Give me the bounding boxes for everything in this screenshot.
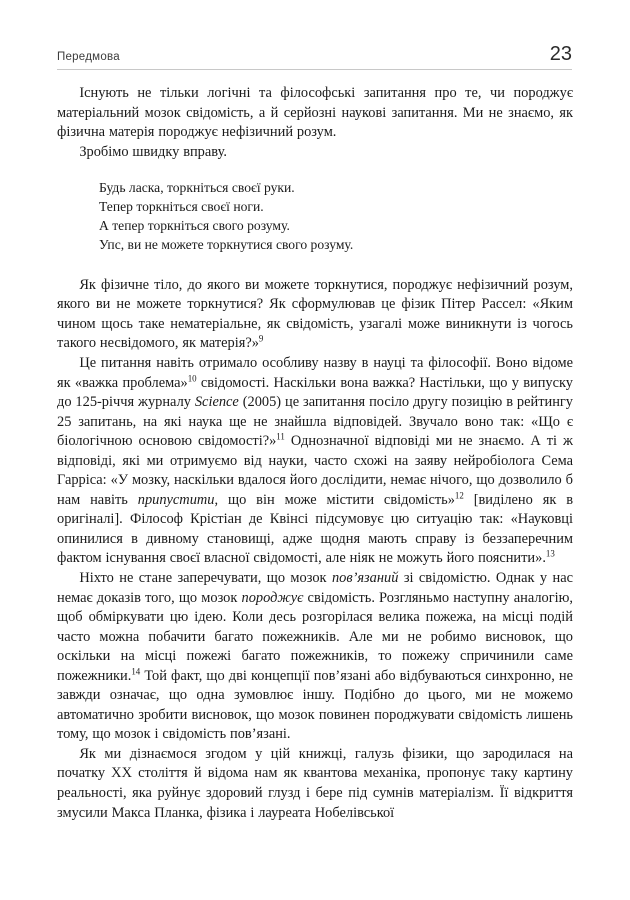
paragraph-3 (57, 276, 573, 354)
footnote-marker-13[interactable]: 13 (545, 548, 555, 559)
emphasis-porodzhuye: породжує (241, 589, 304, 606)
paragraph-5-text-b: зі свідомістю. Однак у нас немає доказів того, що мозок (57, 570, 573, 606)
paragraph-6-text: Як ми дізнаємося згодом у цій книжці, галузь фізики, що зародилася на початку XX століття й відома нам як квантова механіка, пропонує таку картину реальності, яка руйнує здоровий глузд і бере під сумнів матеріалізм. Її відкриття змусили Макса Планка, фізика і лауреата Нобелівської (57, 745, 573, 821)
paragraph-5 (57, 569, 573, 745)
paragraph-4 (57, 354, 573, 569)
exercise-line: Упс, ви не можете торкнутися свого розуму. (99, 236, 354, 252)
paragraph-4-text-a: Це питання навіть отримало особливу назву в науці та філософії. Воно відоме як «важка проблема» (57, 355, 573, 391)
footnote-marker-11[interactable]: 11 (276, 431, 285, 442)
paragraph-2-text: Зробімо швидку вправу. (79, 143, 227, 160)
footnote-marker-12[interactable]: 12 (454, 490, 464, 501)
paragraph-5-text-d: Той факт, що дві концепції пов’язані або відбуваються синхронно, не завжди означає, що одна зумовлює іншу. Подібно до цього, ми не можемо автоматично зробити висновок, що мозок повинен породжувати свідомість лишень тому, що мозок і свідомість пов’язані. (57, 667, 573, 743)
journal-name-science: Science (194, 394, 239, 411)
paragraph-5-text-a: Ніхто не стане заперечувати, що мозок (79, 570, 332, 587)
paragraph-4-text-b: свідомості. Наскільки вона важка? Настільки, що у випуску до 125-річчя журналу (57, 374, 573, 411)
paragraph-4-text-f: [виділено як в оригіналі]. Філософ Крістіан де Квінсі підсумовує цю ситуацію так: «Науковці опинилися в дивному становищі, адже щодня мають справу із беззаперечним фактом існування своєї власної свідомості, але ніяк не можуть його пояснити». (57, 491, 574, 567)
footnote-marker-14[interactable]: 14 (131, 666, 141, 677)
paragraph-4-text-d: Однозначної відповіді ми не знаємо. А ті ж відповіді, які ми отримуємо від науки, часто схожі на заяву нейробіолога Сема Гарріса: «У мозку, наскільки вдалося його дослідити, немає нічого, що дозволило б нам навіть (57, 433, 573, 508)
running-head (57, 44, 572, 70)
exercise-line: А тепер торкніться свого розуму. (99, 218, 290, 233)
paragraph-4-text-e: , що він може містити свідомість» (214, 491, 455, 508)
paragraph-1-text: Існують не тільки логічні та філософські запитання про те, чи породжує матеріальний мозок свідомість, а й серйозні наукові запитання. Ми не знаємо, як фізична матерія породжує нефізичний розум. (57, 85, 573, 141)
exercise-block (57, 179, 573, 255)
exercise-line: Будь ласка, торкніться своєї руки. (99, 180, 295, 196)
emphasis-povyazanyi: пов’язаний (331, 570, 399, 587)
footnote-marker-9[interactable]: 9 (258, 333, 264, 344)
footnote-marker-10[interactable]: 10 (187, 373, 197, 384)
paragraph-3-text: Як фізичне тіло, до якого ви можете торкнутися, породжує нефізичний розум, якого ви не можете торкнутися? Як сформулював це фізик Пітер Рассел: «Яким чином щось таке нематеріальне, як свідомість, узагалі може виникнути із чогось такого несвідомого, як матерія?» (57, 276, 573, 352)
page-number: 23 (549, 43, 572, 65)
paragraph-2 (57, 143, 573, 163)
paragraph-5-text-c: свідомість. Розгляньмо наступну аналогію, щоб обміркувати цю ідею. Коли десь розгорілася велика пожежа, на місці подій часто можна побачити багато пожежників. Але ми не робимо висновок, що оскільки на місці пожежі багато пожежників, то пожежу спричинили саме пожежники. (57, 589, 573, 684)
paragraph-6 (57, 745, 573, 823)
paragraph-4-text-c: (2005) це запитання посіло другу позицію в рейтингу 25 запитань, на які наука ще не знайшла відповідей. Звучало воно так: «Що є біологічною основою свідомості?» (57, 394, 573, 450)
text-block (57, 84, 573, 823)
running-head-title: Передмова (57, 51, 120, 63)
paragraph-1 (57, 84, 573, 143)
exercise-line: Тепер торкніться своєї ноги. (99, 199, 264, 215)
emphasis-prypustyty: припустити (137, 491, 215, 508)
